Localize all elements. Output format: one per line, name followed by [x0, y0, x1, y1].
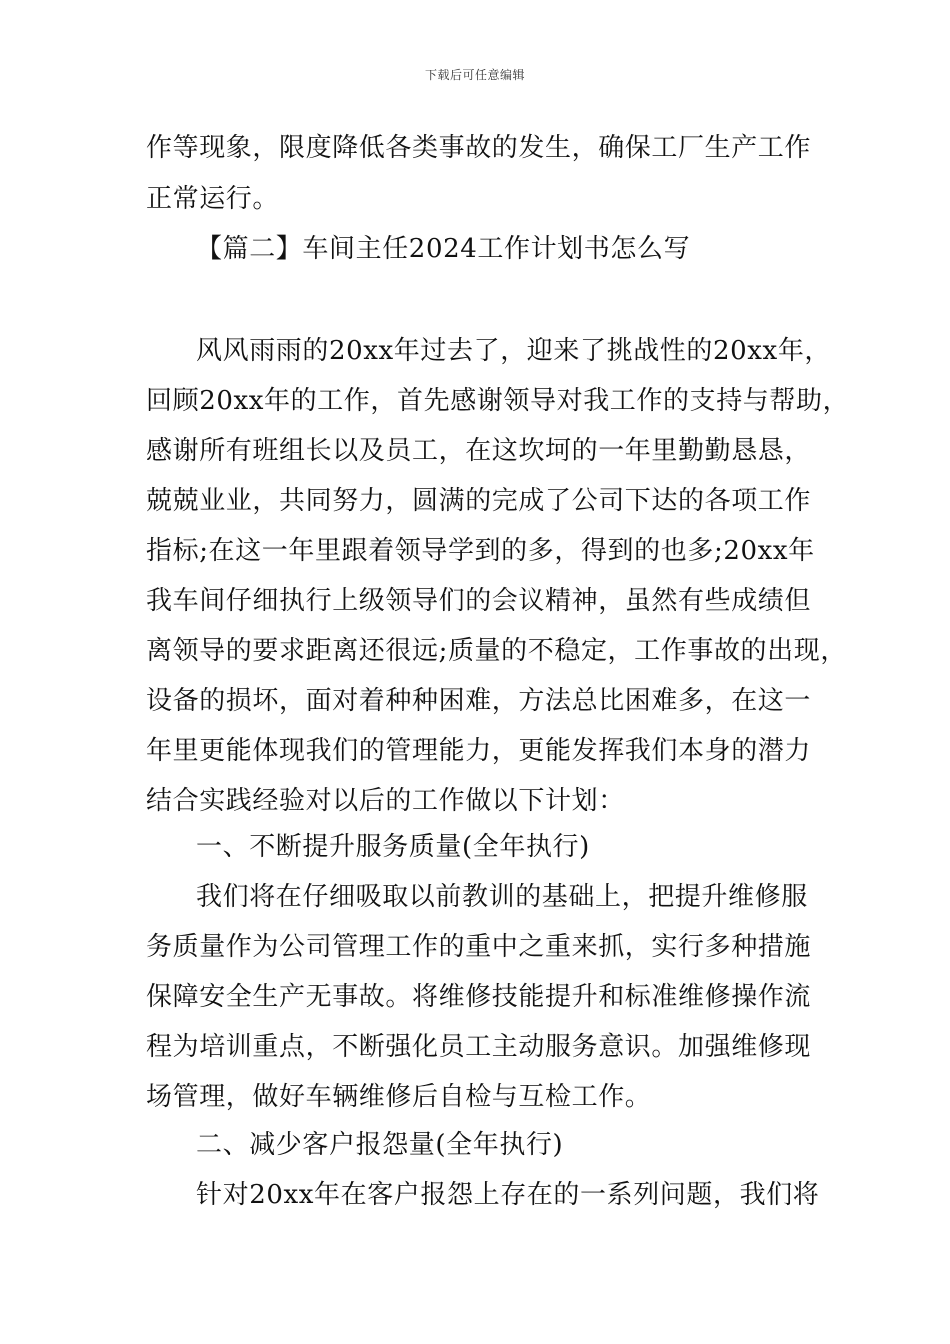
paragraph-line: 我们将在仔细吸取以前教训的基础上，把提升维修服	[196, 882, 808, 912]
paragraph-line: 设备的损坏，面对着种种困难，方法总比困难多，在这一	[146, 686, 812, 716]
paragraph-line: 针对20xx年在客户报怨上存在的一系列问题，我们将	[196, 1180, 820, 1210]
paragraph-line: 风风雨雨的20xx年过去了，迎来了挑战性的20xx年，	[196, 336, 832, 366]
paragraph-line: 指标;在这一年里跟着领导学到的多，得到的也多;20xx年	[146, 536, 815, 566]
subsection-heading: 二、减少客户报怨量(全年执行)	[196, 1130, 564, 1160]
paragraph-line: 兢兢业业，共同努力，圆满的完成了公司下达的各项工作	[146, 486, 812, 516]
paragraph-line: 作等现象，限度降低各类事故的发生，确保工厂生产工作	[146, 133, 812, 163]
paragraph-line: 保障安全生产无事故。将维修技能提升和标准维修操作流	[146, 982, 812, 1012]
paragraph-line: 感谢所有班组长以及员工，在这坎坷的一年里勤勤恳恳，	[146, 436, 812, 466]
page-header: 下载后可任意编辑	[424, 68, 525, 82]
paragraph-line: 结合实践经验对以后的工作做以下计划：	[146, 786, 625, 816]
paragraph-line: 我车间仔细执行上级领导们的会议精神，虽然有些成绩但	[146, 586, 812, 616]
paragraph-line: 场管理，做好车辆维修后自检与互检工作。	[146, 1082, 652, 1112]
paragraph-line: 回顾20xx年的工作，首先感谢领导对我工作的支持与帮助，	[146, 386, 850, 416]
paragraph-line: 程为培训重点，不断强化员工主动服务意识。加强维修现	[146, 1032, 812, 1062]
paragraph-line: 年里更能体现我们的管理能力，更能发挥我们本身的潜力	[146, 736, 812, 766]
subsection-heading: 一、不断提升服务质量(全年执行)	[196, 832, 590, 862]
paragraph-line: 务质量作为公司管理工作的重中之重来抓，实行多种措施	[146, 932, 812, 962]
paragraph-line: 离领导的要求距离还很远;质量的不稳定，工作事故的出现，	[146, 636, 847, 666]
paragraph-line: 正常运行。	[146, 184, 280, 214]
section-heading: 【篇二】车间主任2024工作计划书怎么写	[196, 234, 691, 264]
